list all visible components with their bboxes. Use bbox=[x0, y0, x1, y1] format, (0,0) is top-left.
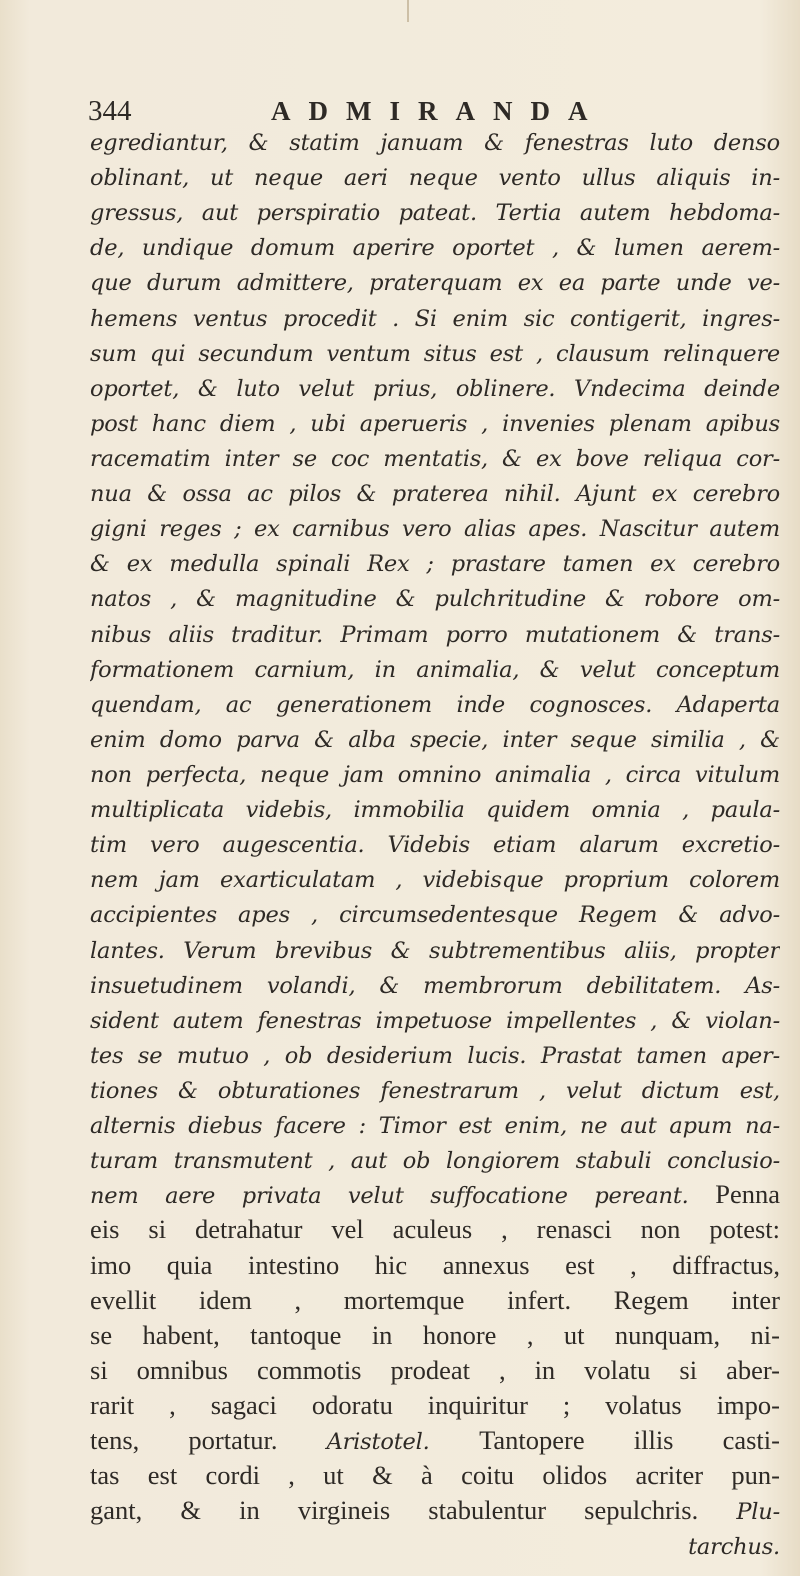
italic-text-span: lantes. Verum brevibus & subtrementibus aliis, propter bbox=[90, 937, 780, 964]
text-line bbox=[90, 1458, 780, 1493]
text-line bbox=[90, 1212, 780, 1247]
text-line bbox=[90, 932, 780, 967]
italic-text-span: Aristotel. bbox=[326, 1429, 480, 1456]
text-line bbox=[90, 721, 780, 756]
text-line bbox=[90, 194, 780, 229]
roman-text-span: eis si detrahatur vel aculeus , renasci non potest: bbox=[90, 1214, 780, 1245]
italic-text-span: oblinant, ut neque aeri neque vento ullus aliquis in- bbox=[90, 165, 780, 192]
italic-text-span: tarchus. bbox=[688, 1534, 780, 1561]
italic-text-span: que durum admittere, praterquam ex ea parte unde ve- bbox=[90, 270, 780, 297]
text-line bbox=[90, 264, 780, 299]
text-line bbox=[90, 440, 780, 475]
roman-text-span: tens, portatur. bbox=[90, 1425, 327, 1456]
text-line bbox=[90, 335, 780, 370]
text-line bbox=[90, 229, 780, 264]
text-line bbox=[90, 1388, 780, 1423]
text-line bbox=[90, 1283, 780, 1318]
italic-text-span: tim vero augescentia. Videbis etiam alarum excretio- bbox=[90, 832, 780, 859]
text-line bbox=[90, 1072, 780, 1107]
italic-text-span: enim domo parva & alba specie, inter seque similia , & bbox=[90, 726, 780, 753]
italic-text-span: natos , & magnitudine & pulchritudine & robore om- bbox=[90, 586, 780, 613]
text-line bbox=[90, 826, 780, 861]
italic-text-span: de, undique domum aperire oportet , & lumen aerem- bbox=[90, 235, 780, 262]
italic-text-span: & ex medulla spinali Rex ; prastare tamen ex cerebro bbox=[90, 551, 780, 578]
text-line bbox=[90, 791, 780, 826]
text-line bbox=[90, 545, 780, 580]
text-line bbox=[90, 370, 780, 405]
italic-text-span: nem aere privata velut suffocatione pereant. bbox=[90, 1183, 716, 1210]
italic-text-span: gressus, aut perspiratio pateat. Tertia autem hebdoma- bbox=[90, 200, 780, 227]
text-line bbox=[90, 967, 780, 1002]
text-line bbox=[90, 1493, 780, 1528]
italic-text-span: turam transmutent , aut ob longiorem stabuli conclusio- bbox=[90, 1148, 780, 1175]
italic-text-span: post hanc diem , ubi aperueris , invenies plenam apibus bbox=[90, 410, 780, 437]
running-head: ADMIRANDA bbox=[271, 96, 606, 126]
italic-text-span: alternis diebus facere : Timor est enim, ne aut apum na- bbox=[90, 1113, 780, 1140]
italic-text-span: racematim inter se coc mentatis, & ex bove reliqua cor- bbox=[90, 445, 780, 472]
italic-text-span: oportet, & luto velut prius, oblinere. Vndecima deinde bbox=[90, 375, 780, 402]
text-line bbox=[90, 510, 780, 545]
page-fold-mark bbox=[407, 0, 409, 22]
text-line bbox=[90, 651, 780, 686]
italic-text-span: egrediantur, & statim januam & fenestras luto denso bbox=[90, 130, 780, 156]
roman-text-span: si omnibus commotis prodeat , in volatu si aber- bbox=[90, 1354, 780, 1385]
italic-text-span: insuetudinem volandi, & membrorum debilitatem. As- bbox=[90, 972, 780, 999]
roman-text-span: evellit idem , mortemque infert. Regem inter bbox=[90, 1284, 780, 1315]
text-line bbox=[90, 896, 780, 931]
italic-text-span: tes se mutuo , ob desiderium lucis. Prastat tamen aper- bbox=[90, 1042, 780, 1069]
text-line bbox=[90, 1423, 780, 1458]
text-line bbox=[90, 475, 780, 510]
text-line bbox=[90, 1528, 780, 1563]
text-line bbox=[90, 616, 780, 651]
text-line bbox=[90, 124, 780, 159]
text-line bbox=[90, 405, 780, 440]
text-line bbox=[90, 861, 780, 896]
italic-text-span: formationem carnium, in animalia, & velut conceptum bbox=[90, 656, 780, 683]
italic-text-span: nibus aliis traditur. Primam porro mutationem & trans- bbox=[90, 621, 780, 648]
text-line bbox=[90, 1177, 780, 1212]
roman-text-span: tas est cordi , ut & à coitu olidos acriter pun- bbox=[90, 1460, 780, 1491]
roman-text-span: gant, & in virgineis stabulentur sepulchris. bbox=[90, 1495, 737, 1526]
text-line bbox=[90, 756, 780, 791]
text-line bbox=[90, 580, 780, 615]
text-line bbox=[90, 686, 780, 721]
roman-text-span: Tantopere illis casti- bbox=[479, 1425, 780, 1456]
italic-text-span: accipientes apes , circumsedentesque Regem & advo- bbox=[90, 902, 780, 929]
text-line bbox=[90, 1037, 780, 1072]
roman-text-span: imo quia intestino hic annexus est , diffractus, bbox=[90, 1249, 780, 1280]
roman-text-span: Penna bbox=[715, 1179, 780, 1210]
italic-text-span: sum qui secundum ventum situs est , clausum relinquere bbox=[90, 340, 780, 367]
text-line bbox=[90, 1248, 780, 1283]
italic-text-span: multiplicata videbis, immobilia quidem omnia , paula- bbox=[90, 797, 780, 824]
text-line bbox=[90, 1318, 780, 1353]
italic-text-span: nua & ossa ac pilos & praterea nihil. Ajunt ex cerebro bbox=[90, 481, 780, 508]
italic-text-span: gigni reges ; ex carnibus vero alias apes. Nascitur autem bbox=[90, 516, 780, 543]
body-text bbox=[90, 124, 780, 1563]
text-line bbox=[90, 1107, 780, 1142]
roman-text-span: se habent, tantoque in honore , ut nunquam, ni- bbox=[90, 1319, 780, 1350]
roman-text-span: rarit , sagaci odoratu inquiritur ; volatus impo- bbox=[90, 1389, 780, 1420]
text-line bbox=[90, 159, 780, 194]
text-line bbox=[90, 1353, 780, 1388]
italic-text-span: tiones & obturationes fenestrarum , velut dictum est, bbox=[90, 1077, 780, 1104]
text-line bbox=[90, 300, 780, 335]
italic-text-span: Plu- bbox=[736, 1499, 780, 1526]
italic-text-span: non perfecta, neque jam omnino animalia , circa vitulum bbox=[90, 761, 780, 788]
italic-text-span: sident autem fenestras impetuose impellentes , & violan- bbox=[90, 1007, 780, 1034]
page-number: 344 bbox=[88, 95, 132, 127]
italic-text-span: nem jam exarticulatam , videbisque proprium colorem bbox=[90, 867, 780, 894]
italic-text-span: hemens ventus procedit . Si enim sic contigerit, ingres- bbox=[90, 305, 780, 332]
text-line bbox=[90, 1002, 780, 1037]
text-line bbox=[90, 1142, 780, 1177]
italic-text-span: quendam, ac generationem inde cognosces. Adaperta bbox=[90, 691, 780, 718]
